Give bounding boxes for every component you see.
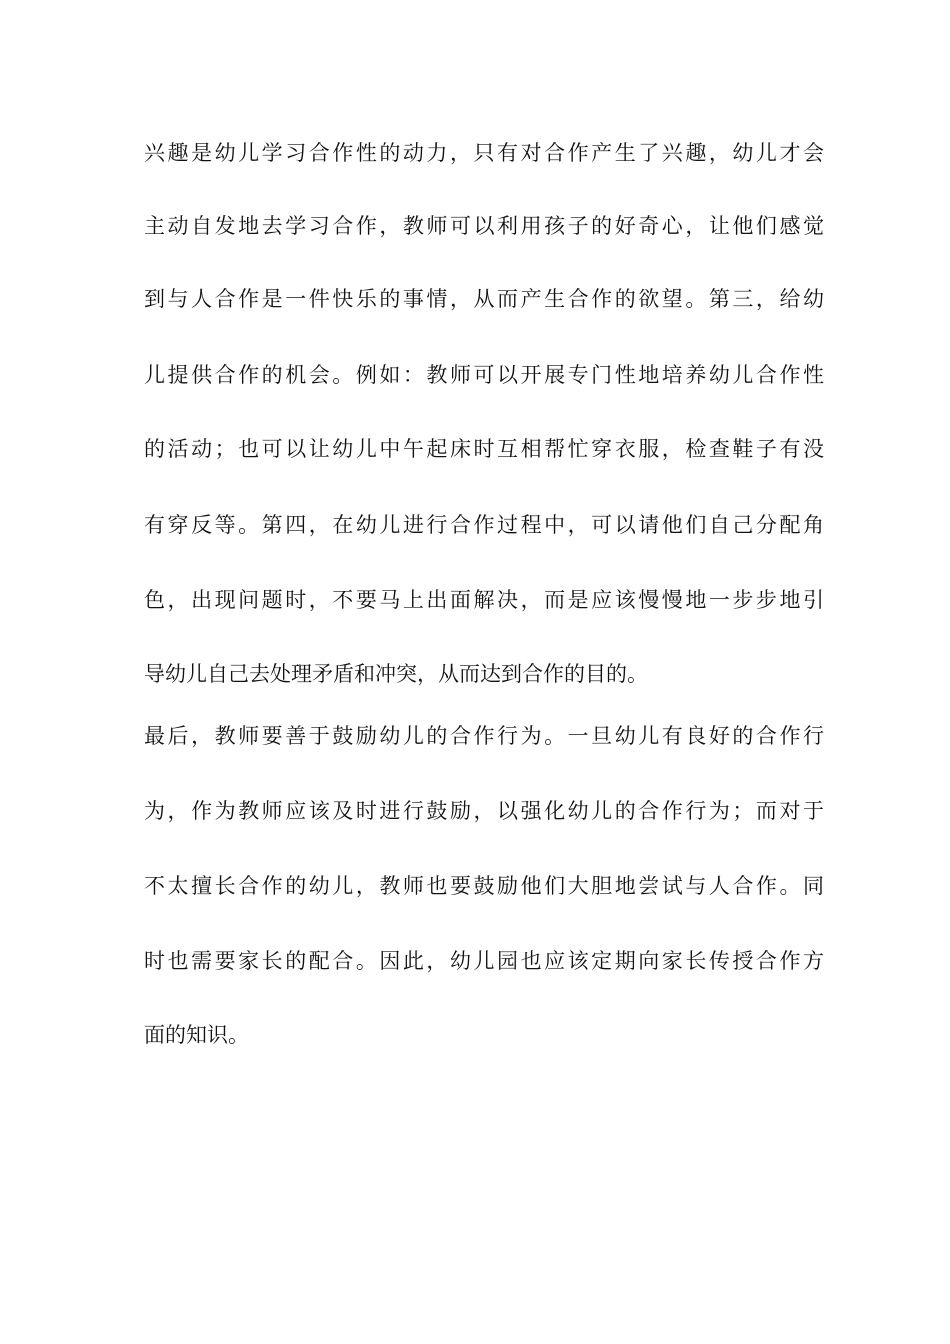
text-line: 最后，教师要善于鼓励幼儿的合作行为。一旦幼儿有良好的合作行 (144, 724, 824, 748)
text-line: 兴趣是幼儿学习合作性的动力，只有对合作产生了兴趣，幼儿才会 (144, 141, 824, 165)
text-line: 面的知识。 (144, 1023, 249, 1047)
text-line: 导幼儿自己去处理矛盾和冲突，从而达到合作的目的。 (144, 662, 648, 686)
text-line: 有穿反等。第四，在幼儿进行合作过程中，可以请他们自己分配角 (144, 513, 824, 537)
text-line: 儿提供合作的机会。例如：教师可以开展专门性地培养幼儿合作性 (144, 363, 824, 387)
text-line: 为，作为教师应该及时进行鼓励，以强化幼儿的合作行为；而对于 (144, 799, 824, 823)
text-line: 到与人合作是一件快乐的事情，从而产生合作的欲望。第三，给幼 (144, 287, 824, 311)
text-line: 时也需要家长的配合。因此，幼儿园也应该定期向家长传授合作方 (144, 949, 824, 973)
text-line: 主动自发地去学习合作，教师可以利用孩子的好奇心，让他们感觉 (144, 214, 824, 238)
text-line: 色，出现问题时，不要马上出面解决，而是应该慢慢地一步步地引 (144, 588, 824, 612)
text-line: 不太擅长合作的幼儿，教师也要鼓励他们大胆地尝试与人合作。同 (144, 874, 824, 898)
text-line: 的活动；也可以让幼儿中午起床时互相帮忙穿衣服，检查鞋子有没 (144, 437, 824, 461)
